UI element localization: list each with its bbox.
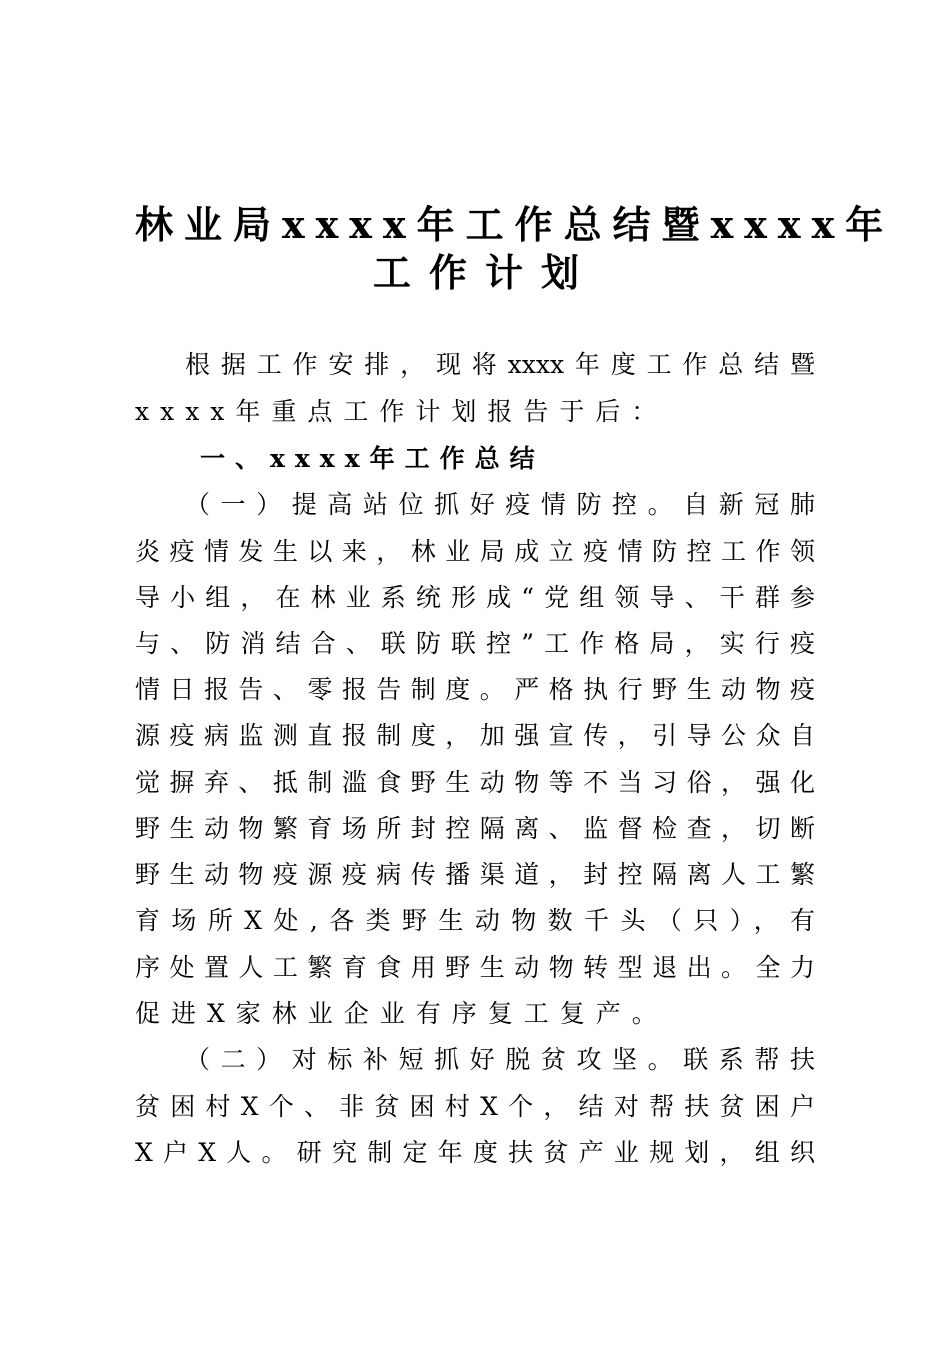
para2-line-3: X户X人。研究制定年度扶贫产业规划，组织 [135, 1138, 815, 1167]
para1-line-2: 炎疫情发生以来，林业局成立疫情防控工作领 [135, 537, 815, 566]
para1-line-12: 促进X家林业企业有序复工复产。 [135, 999, 668, 1028]
para1-line-11: 序处置人工繁育食用野生动物转型退出。全力 [135, 953, 815, 982]
para1-line-10: 育场所X处,各类野生动物数千头（只），有 [135, 906, 815, 935]
para1-line-4: 与、防消结合、联防联控”工作格局，实行疫 [135, 629, 815, 658]
document-title-line-2: 工作计划 [372, 250, 597, 295]
intro-line-1: 根据工作安排，现将xxxx年度工作总结暨 [185, 350, 815, 379]
document-title-line-1: 林业局xxxx年工作总结暨xxxx年 [135, 202, 895, 247]
para1-line-9: 野生动物疫源疫病传播渠道，封控隔离人工繁 [135, 860, 815, 889]
para1-line-8: 野生动物繁育场所封控隔离、监督检查，切断 [135, 814, 815, 843]
para2-line-1: （二）对标补短抓好脱贫攻坚。联系帮扶 [185, 1045, 815, 1074]
intro-line-2: xxxx年重点工作计划报告于后： [135, 397, 668, 426]
para1-line-7: 觉摒弃、抵制滥食野生动物等不当习俗，强化 [135, 768, 815, 797]
para1-line-5: 情日报告、零报告制度。严格执行野生动物疫 [135, 675, 815, 704]
para1-line-6: 源疫病监测直报制度，加强宣传，引导公众自 [135, 721, 815, 750]
para1-line-1: （一）提高站位抓好疫情防控。自新冠肺 [185, 490, 815, 519]
section-1-heading: 一、xxxx年工作总结 [200, 444, 545, 473]
para2-line-2: 贫困村X个、非贫困村X个，结对帮扶贫困户 [135, 1092, 815, 1121]
para1-line-3: 导小组，在林业系统形成“党组领导、干群参 [135, 583, 815, 612]
